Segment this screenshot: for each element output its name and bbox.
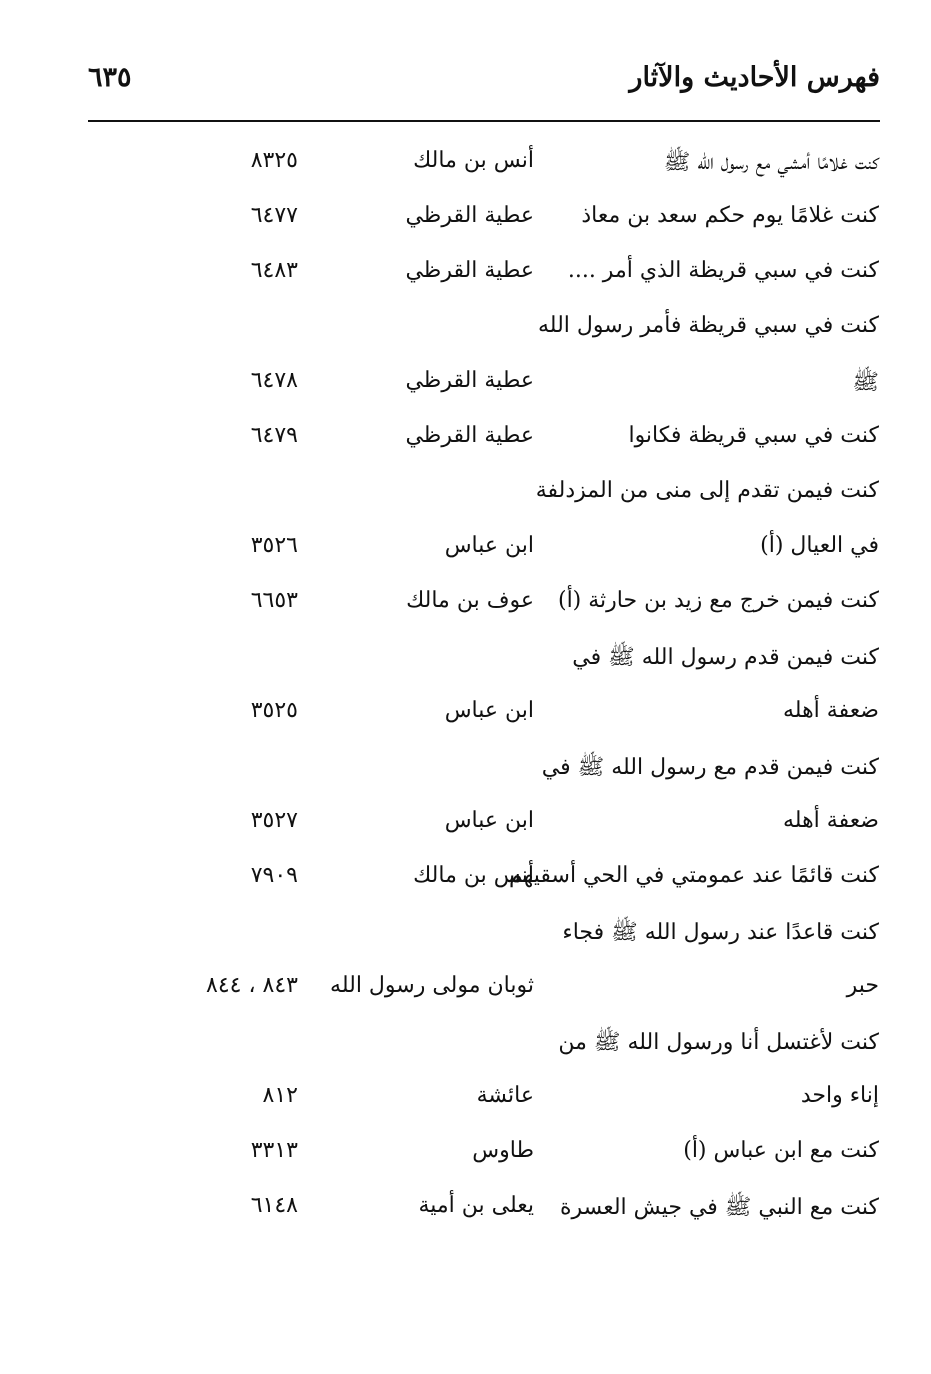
hadith-text: كنت في سبي قريظة الذي أمر .... — [567, 258, 879, 283]
index-row — [0, 533, 931, 573]
hadith-number: ٦١٤٨ — [250, 1193, 298, 1218]
narrator: أنس بن مالك — [413, 863, 534, 888]
index-row — [0, 918, 931, 958]
index-row — [0, 148, 931, 188]
index-row — [0, 203, 931, 243]
index-row — [0, 478, 931, 518]
index-row — [0, 698, 931, 738]
index-row — [0, 1193, 931, 1233]
hadith-text: كنت فيمن قدم مع رسول الله ﷺ في — [541, 755, 879, 780]
index-row — [0, 368, 931, 408]
header-rule — [88, 120, 880, 122]
index-row — [0, 808, 931, 848]
hadith-text: حبر — [846, 973, 879, 998]
narrator: عائشة — [476, 1083, 534, 1108]
narrator: ثوبان مولى رسول الله — [330, 973, 534, 998]
hadith-number: ٦٤٧٧ — [250, 203, 298, 228]
hadith-text: في العيال (أ) — [760, 533, 879, 558]
hadith-number: ٣٥٢٧ — [250, 808, 298, 833]
index-row — [0, 643, 931, 683]
narrator: عطية القرظي — [405, 368, 534, 393]
hadith-number: ٨٤٣ ، ٨٤٤ — [206, 973, 298, 998]
narrator: أنس بن مالك — [413, 148, 534, 173]
hadith-text: كنت غلامًا يوم حكم سعد بن معاذ — [581, 203, 879, 228]
narrator: ابن عباس — [444, 808, 534, 833]
hadith-number: ٦٦٥٣ — [250, 588, 298, 613]
hadith-number: ٣٣١٣ — [250, 1138, 298, 1163]
narrator: طاوس — [472, 1138, 534, 1163]
narrator: عطية القرظي — [405, 203, 534, 228]
narrator: ابن عباس — [444, 698, 534, 723]
hadith-text: كنت فيمن قدم رسول الله ﷺ في — [572, 645, 879, 670]
hadith-text: كنت قاعدًا عند رسول الله ﷺ فجاء — [562, 920, 879, 945]
hadith-text: كنت مع ابن عباس (أ) — [683, 1138, 879, 1163]
index-row — [0, 1083, 931, 1123]
hadith-text: كنت لأغتسل أنا ورسول الله ﷺ من — [558, 1030, 879, 1055]
hadith-number: ٦٤٧٨ — [250, 368, 298, 393]
narrator: ابن عباس — [444, 533, 534, 558]
page-header — [88, 62, 880, 112]
index-row — [0, 1028, 931, 1068]
index-row — [0, 753, 931, 793]
index-row — [0, 313, 931, 353]
narrator: يعلى بن أمية — [418, 1193, 534, 1218]
hadith-number: ٦٤٨٣ — [250, 258, 298, 283]
index-row — [0, 258, 931, 298]
index-row — [0, 423, 931, 463]
hadith-text: كنت فيمن خرج مع زيد بن حارثة (أ) — [557, 588, 879, 613]
index-row — [0, 863, 931, 903]
index-row — [0, 588, 931, 628]
narrator: عطية القرظي — [405, 423, 534, 448]
hadith-text: كنت فيمن تقدم إلى منى من المزدلفة — [535, 478, 879, 503]
page-number: ٦٣٥ — [88, 62, 132, 93]
hadith-number: ٧٩٠٩ — [250, 863, 298, 888]
hadith-text: كنت مع النبي ﷺ في جيش العسرة — [559, 1195, 879, 1220]
hadith-text: كنت في سبي قريظة فأمر رسول الله — [538, 313, 879, 338]
hadith-number: ٦٤٧٩ — [250, 423, 298, 448]
hadith-text: كنت قائمًا عند عمومتي في الحي أسقيهم — [508, 863, 879, 888]
hadith-number: ٣٥٢٥ — [250, 698, 298, 723]
hadith-number: ٣٥٢٦ — [250, 533, 298, 558]
hadith-text: كنت غلامًا أمشي مع رسول الله ﷺ — [663, 150, 879, 175]
hadith-number: ٨٣٢٥ — [250, 148, 298, 173]
hadith-text: ﷺ — [852, 370, 879, 395]
page-title: فهرس الأحاديث والآثار — [629, 62, 880, 93]
hadith-text: ضعفة أهله — [782, 808, 879, 833]
hadith-text: كنت في سبي قريظة فكانوا — [628, 423, 879, 448]
hadith-text: إناء واحد — [800, 1083, 879, 1108]
narrator: عطية القرظي — [405, 258, 534, 283]
hadith-number: ٨١٢ — [262, 1083, 298, 1108]
hadith-text: ضعفة أهله — [782, 698, 879, 723]
narrator: عوف بن مالك — [406, 588, 534, 613]
index-row — [0, 1138, 931, 1178]
index-row — [0, 973, 931, 1013]
